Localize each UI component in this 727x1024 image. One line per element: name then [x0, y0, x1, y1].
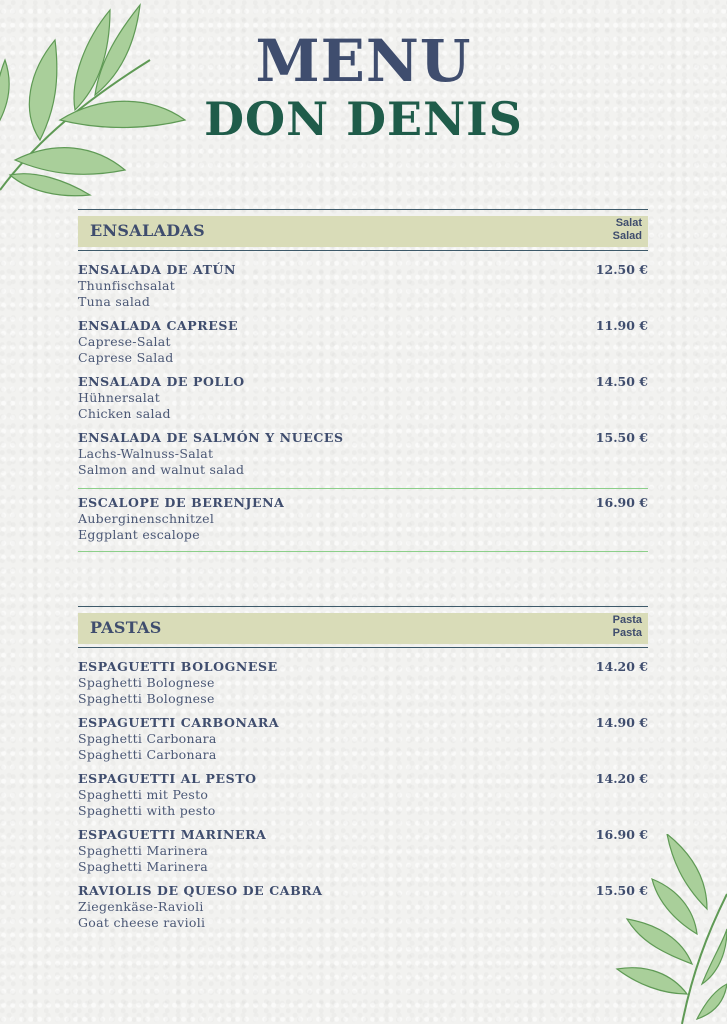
restaurant-name: DON DENIS	[204, 92, 523, 146]
section-ensaladas	[78, 209, 648, 542]
section-rule	[78, 606, 648, 607]
item-name-en: Salmon and walnut salad	[78, 462, 245, 477]
item-name-de: Spaghetti Bolognese	[78, 675, 215, 690]
item-price: 11.90 €	[595, 318, 648, 333]
item-name: ESPAGUETTI AL PESTO	[78, 771, 257, 786]
section-title: ENSALADAS	[90, 221, 205, 240]
item-price: 15.50 €	[595, 883, 648, 898]
item-price: 16.90 €	[595, 495, 648, 510]
item-price: 14.20 €	[595, 659, 648, 674]
item-name-de: Lachs-Walnuss-Salat	[78, 446, 214, 461]
section-translation-de: Pasta	[612, 614, 642, 626]
item-name-de: Spaghetti Marinera	[78, 843, 208, 858]
section-translation	[613, 217, 642, 243]
item-price: 16.90 €	[595, 827, 648, 842]
section-translation	[613, 614, 642, 640]
section-pastas	[78, 606, 648, 930]
item-name: RAVIOLIS DE QUESO DE CABRA	[78, 883, 323, 898]
menu-item	[78, 495, 648, 543]
item-price: 14.20 €	[595, 771, 648, 786]
section-translation-en: Pasta	[612, 627, 642, 639]
item-name-de: Spaghetti Carbonara	[78, 731, 217, 746]
item-name: ESPAGUETTI CARBONARA	[78, 715, 280, 730]
menu-item	[78, 430, 648, 478]
item-name-de: Auberginenschnitzel	[78, 511, 215, 526]
item-name: ESPAGUETTI BOLOGNESE	[78, 659, 278, 674]
section-header-band	[78, 613, 648, 644]
item-price: 14.90 €	[595, 715, 648, 730]
menu-item	[78, 659, 648, 707]
item-name-de: Spaghetti mit Pesto	[78, 787, 209, 802]
item-price: 14.50 €	[595, 374, 648, 389]
item-name-en: Spaghetti Bolognese	[78, 691, 215, 706]
item-name-de: Ziegenkäse-Ravioli	[78, 899, 204, 914]
menu-item	[78, 318, 648, 366]
menu-item	[78, 771, 648, 819]
menu-item	[78, 827, 648, 875]
item-name-en: Spaghetti Carbonara	[78, 747, 217, 762]
item-name-en: Goat cheese ravioli	[78, 915, 206, 930]
item-name: ENSALADA DE POLLO	[78, 374, 245, 389]
section-rule	[78, 209, 648, 210]
section-rule	[78, 250, 648, 251]
section-header-band	[78, 216, 648, 247]
section-translation-de: Salat	[615, 217, 642, 229]
item-price: 15.50 €	[595, 430, 648, 445]
menu-item	[78, 883, 648, 931]
item-name: ESCALOPE DE BERENJENA	[78, 495, 285, 510]
item-name-en: Eggplant escalope	[78, 527, 200, 542]
menu-item	[78, 374, 648, 422]
item-name-en: Caprese Salad	[78, 350, 174, 365]
menu-item	[78, 715, 648, 763]
section-rule	[78, 647, 648, 648]
item-name: ESPAGUETTI MARINERA	[78, 827, 267, 842]
item-divider	[78, 488, 648, 489]
section-translation-en: Salad	[612, 230, 642, 242]
item-name-de: Thunfischsalat	[78, 278, 176, 293]
item-name-en: Spaghetti Marinera	[78, 859, 208, 874]
section-title: PASTAS	[90, 618, 162, 637]
item-name-de: Caprese-Salat	[78, 334, 171, 349]
menu-item	[78, 262, 648, 310]
item-divider	[78, 551, 648, 552]
item-name: ENSALADA DE ATÚN	[78, 262, 237, 277]
item-name-en: Spaghetti with pesto	[78, 803, 216, 818]
item-name-en: Chicken salad	[78, 406, 171, 421]
item-name: ENSALADA CAPRESE	[78, 318, 239, 333]
item-name-en: Tuna salad	[78, 294, 151, 309]
item-name-de: Hühnersalat	[78, 390, 161, 405]
item-price: 12.50 €	[595, 262, 648, 277]
item-name: ENSALADA DE SALMÓN Y NUECES	[78, 430, 344, 445]
menu-title: MENU	[255, 27, 472, 95]
